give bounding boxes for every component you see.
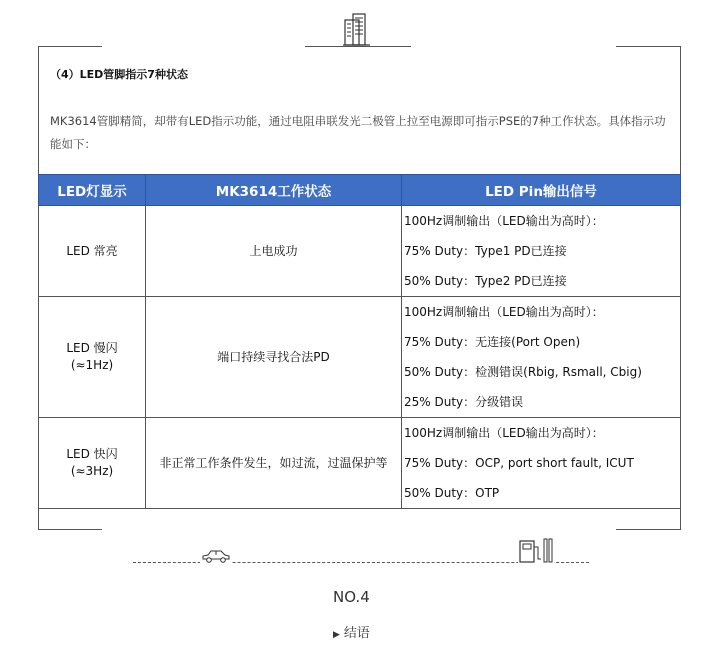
led-frequency-text: (≈1Hz) [70,358,114,372]
conclusion-label: 结语 [343,626,370,641]
gas-pump-icon [518,537,554,563]
signal-cell [402,206,681,297]
column-header-state: MK3614工作状态 [146,175,402,206]
frame-line [38,46,102,47]
signal-line: 100Hz调制输出（LED输出为高时）： [404,214,604,228]
frame-line [38,529,102,530]
led-display-text: LED 常亮 [66,243,118,258]
signal-line: 100Hz调制输出（LED输出为高时）： [404,426,604,440]
frame-line [616,46,680,47]
led-cell [39,206,146,297]
frame-line [616,529,680,530]
led-display-text: LED 快闪 [66,447,118,461]
car-icon [200,548,232,564]
signal-line: 100Hz调制输出（LED输出为高时）： [404,305,604,319]
signal-line: 50% Duty：OTP [404,486,500,500]
frame-line [305,46,411,47]
signal-line: 50% Duty：检测错误(Rbig, Rsmall, Cbig) [404,365,642,379]
led-status-table [38,174,681,509]
state-cell: 非正常工作条件发生，如过流，过温保护等 [146,418,402,509]
led-display-text: LED 慢闪 [66,341,118,355]
signal-line: 25% Duty：分级错误 [404,395,524,409]
led-frequency-text: (≈3Hz) [70,464,114,478]
section-title: （4）LED管脚指示7种状态 [50,68,188,81]
triangle-right-icon: ▶ [333,630,340,640]
signal-line: 75% Duty：OCP, port short fault, ICUT [404,456,634,470]
state-cell: 上电成功 [146,206,402,297]
signal-cell [402,418,681,509]
signal-cell [402,297,681,418]
signal-line: 75% Duty：Type1 PD已连接 [404,244,567,258]
led-cell [39,297,146,418]
table-header-row [39,175,681,206]
conclusion-heading [333,622,370,641]
signal-line: 50% Duty：Type2 PD已连接 [404,274,567,288]
column-header-led: LED灯显示 [39,175,146,206]
table-row [39,206,681,297]
signal-line: 75% Duty：无连接(Port Open) [404,335,581,349]
intro-paragraph: MK3614管脚精简，却带有LED指示功能，通过电阻串联发光二极管上拉至电源即可指示PSE的7种工作状态。具体指示功能如下： [50,114,666,151]
table-row [39,297,681,418]
led-cell [39,418,146,509]
column-header-signal: LED Pin输出信号 [402,175,681,206]
section-number: NO.4 [333,588,370,606]
state-cell: 端口持续寻找合法PD [146,297,402,418]
table-row [39,418,681,509]
building-icon [342,12,372,46]
